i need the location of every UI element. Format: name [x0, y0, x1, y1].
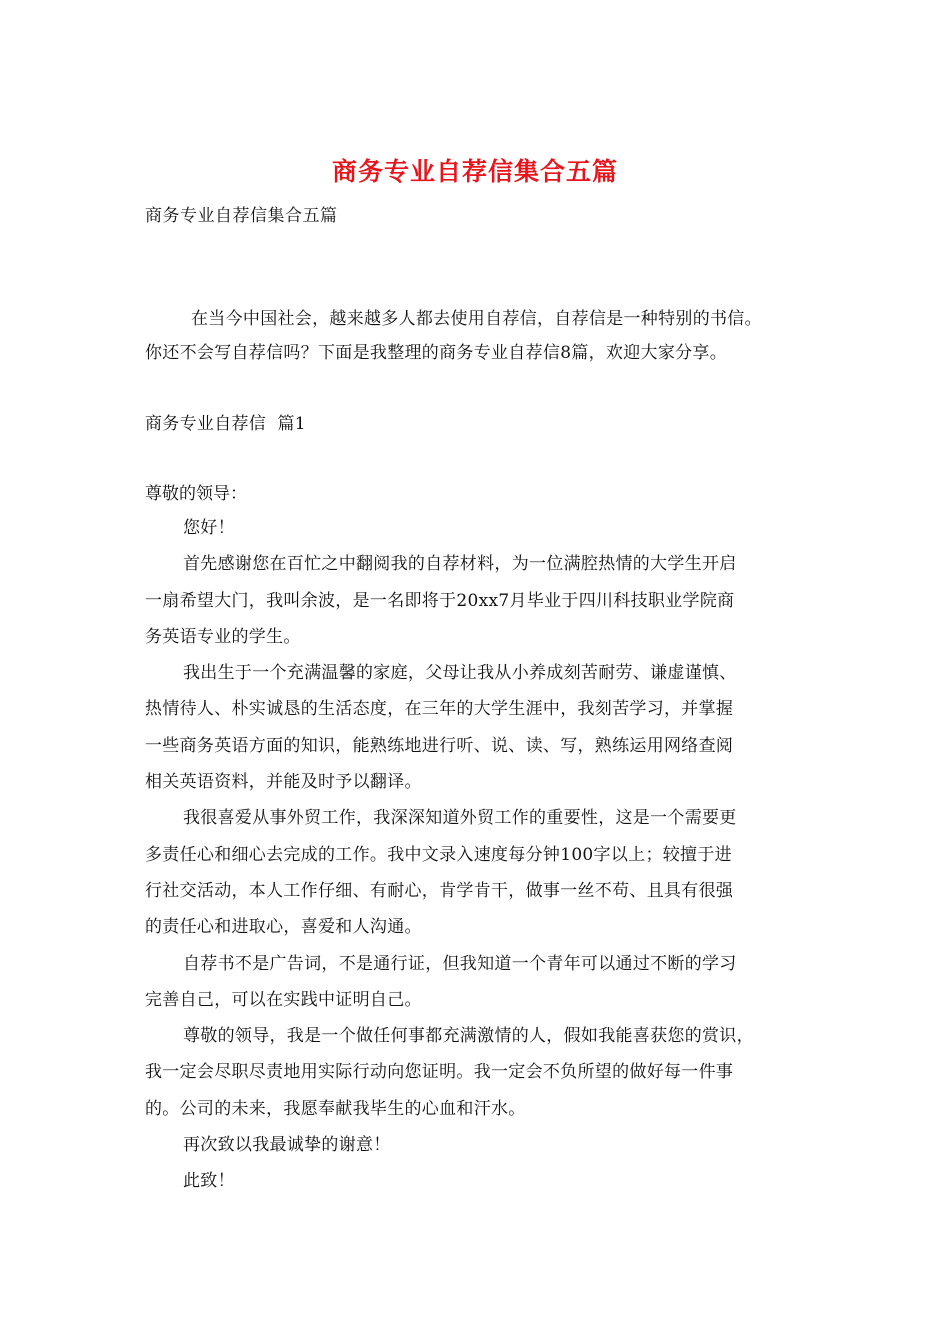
letter-line: 的。公司的未来，我愿奉献我毕生的心血和汗水。: [145, 1098, 526, 1119]
letter-line: 我出生于一个充满温馨的家庭，父母让我从小养成刻苦耐劳、谦虚谨慎、: [183, 663, 737, 684]
letter-line: 首先感谢您在百忙之中翻阅我的自荐材料，为一位满腔热情的大学生开启: [183, 554, 737, 575]
letter-line: 我一定会尽职尽责地用实际行动向您证明。我一定会不负所望的做好每一件事: [145, 1062, 734, 1083]
letter-line: 此致！: [183, 1171, 235, 1192]
intro-line: 你还不会写自荐信吗？下面是我整理的商务专业自荐信8篇，欢迎大家分享。: [145, 343, 728, 363]
document-title: 商务专业自荐信集合五篇: [331, 157, 618, 186]
letter-line: 我很喜爱从事外贸工作，我深深知道外贸工作的重要性，这是一个需要更: [183, 808, 737, 829]
letter-line: 再次致以我最诚挚的谢意！: [183, 1135, 391, 1156]
intro-line: 在当今中国社会，越来越多人都去使用自荐信，自荐信是一种特别的书信。: [191, 309, 762, 329]
letter-line: 自荐书不是广告词，不是通行证，但我知道一个青年可以通过不断的学习: [183, 953, 737, 974]
letter-line: 一些商务英语方面的知识，能熟练地进行听、说、读、写，熟练运用网络查阅: [145, 735, 734, 756]
intro-paragraph: [145, 302, 825, 370]
letter-line: 多责任心和细心去完成的工作。我中文录入速度每分钟100字以上；较擅于进: [145, 844, 732, 865]
letter-line: 务英语专业的学生。: [145, 626, 301, 647]
letter-line: 热情待人、朴实诚恳的生活态度，在三年的大学生涯中，我刻苦学习，并掌握: [145, 699, 734, 720]
letter-body: [145, 510, 815, 1200]
letter-line: 相关英语资料，并能及时予以翻译。: [145, 772, 422, 793]
letter-line: 完善自己，可以在实践中证明自己。: [145, 989, 422, 1010]
letter-line: 尊敬的领导，我是一个做任何事都充满激情的人，假如我能喜获您的赏识，: [183, 1026, 754, 1047]
letter-salutation: 尊敬的领导：: [145, 484, 247, 504]
letter-line: 一扇希望大门，我叫余波，是一名即将于20xx7月毕业于四川科技职业学院商: [145, 590, 735, 611]
letter-line: 的责任心和进取心，喜爱和人沟通。: [145, 917, 422, 938]
letter-line: 您好！: [183, 518, 235, 538]
letter-line: 行社交活动，本人工作仔细、有耐心，肯学肯干，做事一丝不苟、且具有很强: [145, 880, 734, 901]
document-subtitle: 商务专业自荐信集合五篇: [145, 206, 338, 226]
section-heading: 商务专业自荐信 篇1: [145, 414, 306, 434]
